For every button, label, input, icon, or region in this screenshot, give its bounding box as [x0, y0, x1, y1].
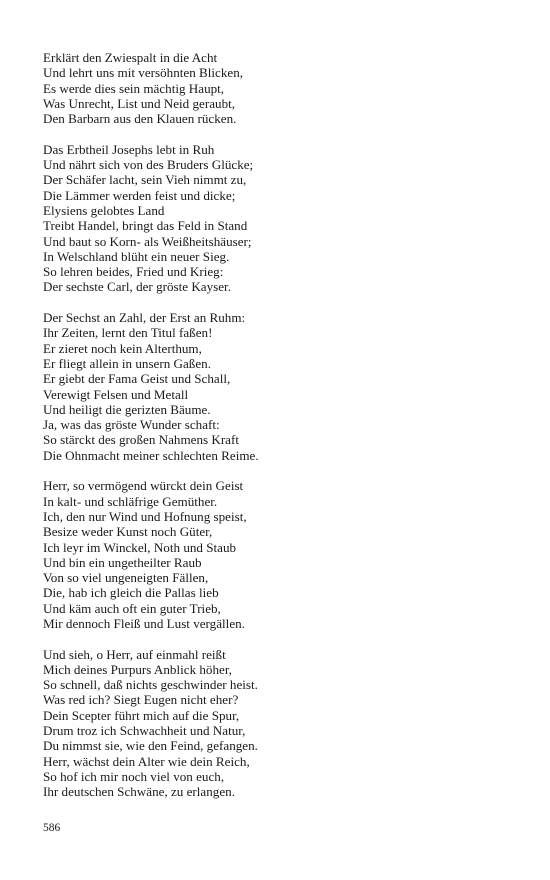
verse-line: Dein Scepter führt mich auf die Spur, [43, 707, 240, 723]
verse-line: So hof ich mir noch viel von euch, [43, 768, 225, 784]
verse-line: Elysiens gelobtes Land [43, 202, 165, 218]
stanza-1 [43, 50, 523, 126]
verse-line: Ich, den nur Wind und Hofnung speist, [43, 508, 247, 524]
verse-line: Das Erbtheil Josephs lebt in Ruh [43, 141, 215, 157]
verse-line: In kalt- und schläfrige Gemüther. [43, 493, 218, 509]
verse-line: Ihr deutschen Schwäne, zu erlangen. [43, 784, 235, 800]
verse-line: Er zieret noch kein Alterthum, [43, 340, 202, 356]
verse-line: Mich deines Purpurs Anblick höher, [43, 661, 232, 677]
verse-line: Was red ich? Siegt Eugen nicht eher? [43, 692, 239, 708]
stanza-2 [43, 142, 523, 295]
verse-line: So schnell, daß nichts geschwinder heist. [43, 677, 258, 693]
verse-line: So stärckt des großen Nahmens Kraft [43, 432, 239, 448]
verse-line: Drum troz ich Schwachheit und Natur, [43, 723, 246, 739]
verse-line: Erklärt den Zwiespalt in die Acht [43, 50, 218, 65]
verse-line: Er fliegt allein in unsern Gaßen. [43, 355, 211, 371]
verse-line: Der Sechst an Zahl, der Erst an Ruhm: [43, 310, 246, 326]
verse-line: Die Lämmer werden feist und dicke; [43, 187, 236, 203]
verse-line: Es werde dies sein mächtig Haupt, [43, 80, 225, 96]
verse-line: Den Barbarn aus den Klauen rücken. [43, 111, 237, 127]
verse-line: Und sieh, o Herr, auf einmahl reißt [43, 646, 226, 662]
verse-line: Der Schäfer lacht, sein Vieh nimmt zu, [43, 172, 247, 188]
verse-line: Und bin ein ungetheilter Raub [43, 554, 202, 570]
verse-line: Verewigt Felsen und Metall [43, 386, 189, 402]
verse-line: So lehren beides, Fried und Krieg: [43, 264, 224, 280]
verse-line: Der sechste Carl, der gröste Kayser. [43, 279, 231, 295]
verse-line: Und nährt sich von des Bruders Glücke; [43, 157, 254, 173]
verse-line: Mir dennoch Fleiß und Lust vergällen. [43, 615, 245, 631]
stanza-3 [43, 310, 523, 463]
verse-line: In Welschland blüht ein neuer Sieg. [43, 248, 230, 264]
verse-line: Ich leyr im Winckel, Noth und Staub [43, 539, 237, 555]
verse-line: Ja, was das gröste Wunder schaft: [43, 417, 220, 433]
verse-line: Treibt Handel, bringt das Feld in Stand [43, 218, 248, 234]
verse-line: Herr, so vermögend würckt dein Geist [43, 478, 244, 494]
poem-text [43, 50, 523, 815]
verse-line: Und baut so Korn- als Weißheitshäuser; [43, 233, 252, 249]
verse-line: Herr, wächst dein Alter wie dein Reich, [43, 753, 250, 769]
verse-line: Was Unrecht, List und Neid geraubt, [43, 95, 236, 111]
verse-line: Von so viel ungeneigten Fällen, [43, 570, 209, 586]
verse-line: Besize weder Kunst noch Güter, [43, 524, 213, 540]
page-number: 586 [43, 822, 61, 834]
verse-line: Ihr Zeiten, lernt den Titul faßen! [43, 325, 213, 341]
stanza-5 [43, 647, 523, 800]
verse-line: Und heiligt die gerizten Bäume. [43, 401, 211, 417]
verse-line: Die, hab ich gleich die Pallas lieb [43, 585, 219, 601]
stanza-4 [43, 478, 523, 631]
verse-line: Du nimmst sie, wie den Feind, gefangen. [43, 738, 258, 754]
verse-line: Und lehrt uns mit versöhnten Blicken, [43, 65, 244, 81]
verse-line: Und käm auch oft ein guter Trieb, [43, 600, 221, 616]
verse-line: Die Ohnmacht meiner schlechten Reime. [43, 447, 259, 463]
verse-line: Er giebt der Fama Geist und Schall, [43, 371, 231, 387]
